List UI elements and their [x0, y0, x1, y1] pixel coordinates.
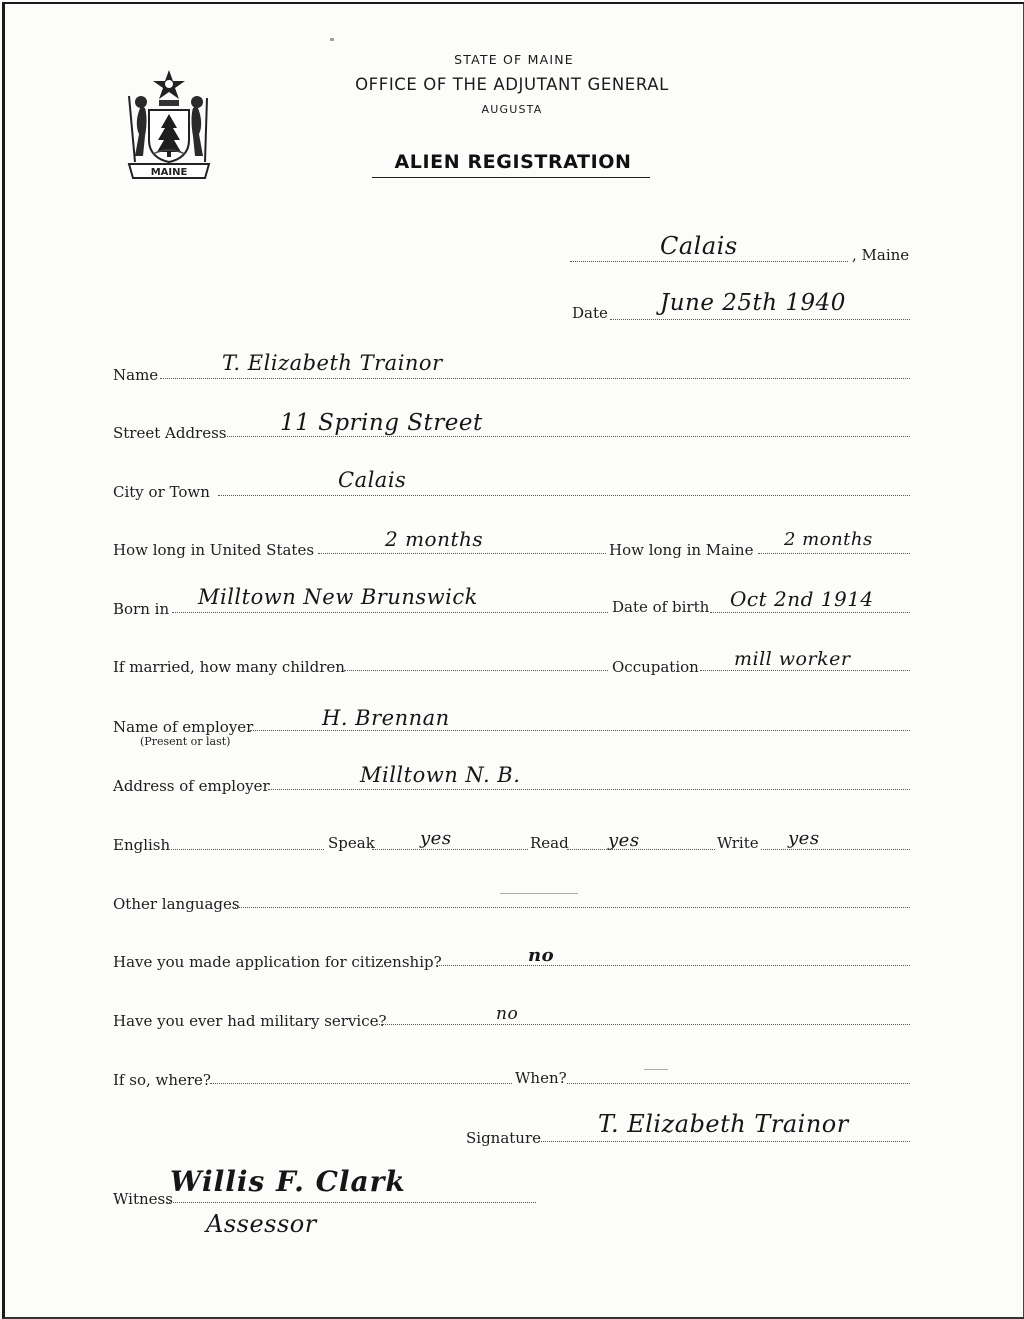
street-value: 11 Spring Street — [280, 410, 483, 436]
signature-value: T. Elizabeth Trainor — [598, 1110, 849, 1138]
born-line — [172, 612, 608, 613]
signature-line — [538, 1141, 910, 1142]
us-line — [318, 553, 606, 554]
citizenship-value: no — [528, 945, 555, 966]
witness-label: Witness — [113, 1190, 173, 1208]
header-state: STATE OF MAINE — [454, 52, 574, 67]
occupation-label: Occupation — [612, 658, 699, 676]
military-value: no — [496, 1004, 519, 1024]
write-label: Write — [717, 834, 759, 852]
emp-address-label: Address of employer — [113, 777, 270, 795]
children-line — [344, 670, 608, 671]
where-line — [210, 1083, 512, 1084]
us-label: How long in United States — [113, 541, 315, 559]
witness-value: Willis F. Clark — [170, 1165, 406, 1198]
city-label: City or Town — [113, 483, 210, 501]
military-line — [376, 1024, 910, 1025]
employer-label: Name of employer — [113, 718, 254, 736]
citizenship-label: Have you made application for citizenship? — [113, 953, 442, 971]
maine-len-line — [758, 553, 910, 554]
employer-line — [250, 730, 910, 731]
occupation-value: mill worker — [734, 648, 851, 670]
name-value: T. Elizabeth Trainor — [222, 351, 443, 375]
maine-label: , Maine — [852, 246, 910, 264]
read-label: Read — [530, 834, 569, 852]
form-title: ALIEN REGISTRATION — [394, 151, 632, 173]
title-underline — [372, 177, 650, 178]
date-value: June 25th 1940 — [660, 290, 846, 316]
city-line — [218, 495, 910, 496]
scan-speck — [330, 38, 334, 41]
stray-mark-2 — [644, 1069, 668, 1070]
other-lang-line — [232, 907, 910, 908]
write-line — [761, 849, 910, 850]
emp-address-line — [268, 789, 910, 790]
town-line — [570, 261, 848, 262]
city-value: Calais — [338, 468, 407, 492]
military-label: Have you ever had military service? — [113, 1012, 387, 1030]
header-office: OFFICE OF THE ADJUTANT GENERAL — [355, 75, 669, 94]
witness-title: Assessor — [206, 1210, 317, 1238]
stray-mark — [500, 893, 578, 894]
read-value: yes — [608, 830, 640, 851]
street-label: Street Address — [113, 424, 227, 442]
dob-value: Oct 2nd 1914 — [730, 587, 874, 611]
date-line — [610, 319, 910, 320]
town-value: Calais — [660, 232, 738, 260]
read-line — [567, 849, 715, 850]
children-label: If married, how many children — [113, 658, 345, 676]
other-lang-label: Other languages — [113, 895, 240, 913]
born-label: Born in — [113, 600, 170, 618]
witness-line — [166, 1202, 536, 1203]
where-label: If so, where? — [113, 1071, 211, 1089]
name-line — [160, 378, 910, 379]
maine-len-label: How long in Maine — [609, 541, 754, 559]
header-city: AUGUSTA — [481, 103, 543, 116]
street-line — [224, 436, 910, 437]
name-label: Name — [113, 366, 159, 384]
citizenship-line — [436, 965, 910, 966]
date-label: Date — [572, 304, 608, 322]
speak-value: yes — [420, 828, 452, 849]
speak-line — [372, 849, 528, 850]
seal-text: MAINE — [150, 167, 188, 178]
signature-label: Signature — [466, 1129, 542, 1147]
when-line — [567, 1083, 910, 1084]
english-label: English — [113, 836, 171, 854]
dob-line — [710, 612, 910, 613]
born-value: Milltown New Brunswick — [198, 585, 478, 609]
dob-label: Date of birth — [612, 598, 710, 616]
maine-len-value: 2 months — [784, 529, 873, 550]
us-value: 2 months — [385, 527, 484, 551]
english-line — [168, 849, 324, 850]
emp-address-value: Milltown N. B. — [360, 763, 521, 787]
when-label: When? — [515, 1069, 567, 1087]
employer-value: H. Brennan — [322, 706, 450, 730]
write-value: yes — [788, 828, 820, 849]
speak-label: Speak — [328, 834, 375, 852]
occupation-line — [700, 670, 910, 671]
employer-note: (Present or last) — [140, 735, 231, 748]
